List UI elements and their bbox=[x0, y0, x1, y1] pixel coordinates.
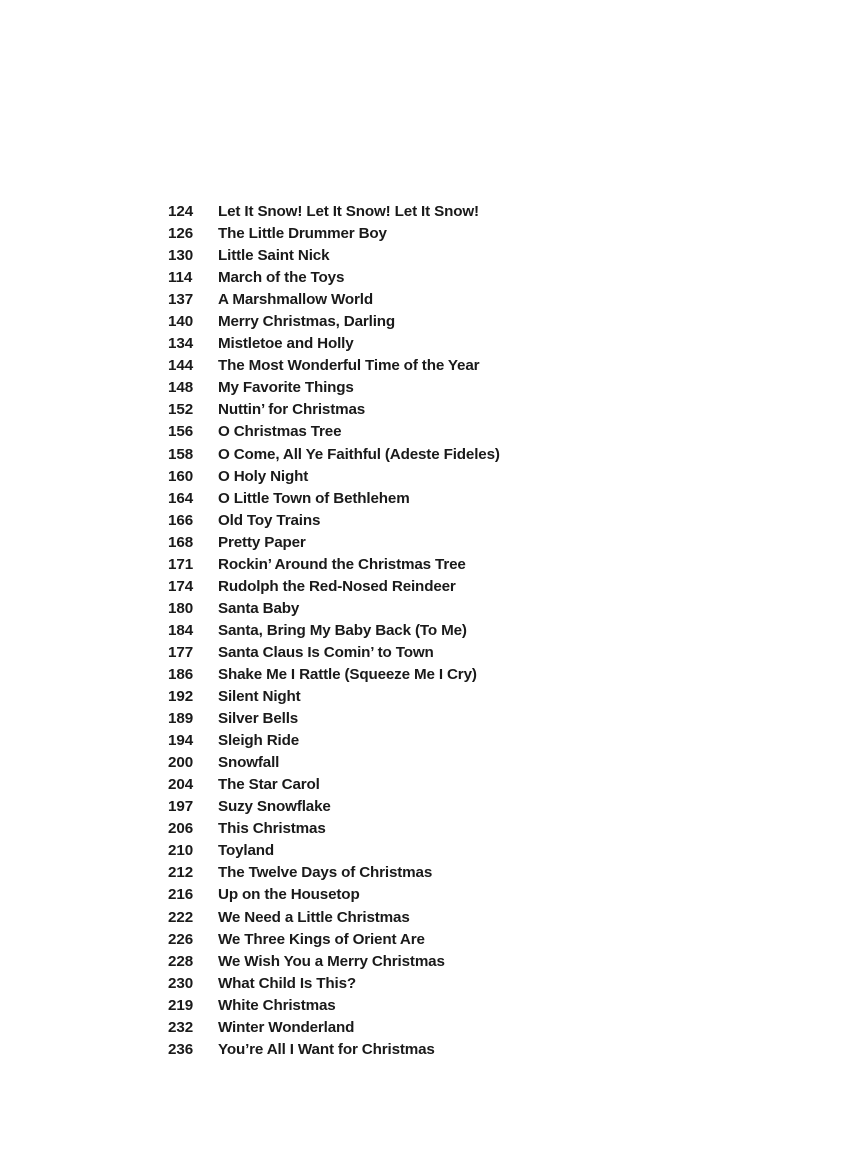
toc-page-number: 184 bbox=[168, 621, 194, 639]
toc-song-title: White Christmas bbox=[218, 996, 336, 1014]
table-of-contents-list bbox=[168, 201, 788, 1061]
toc-entry[interactable] bbox=[168, 995, 788, 1017]
toc-page-number: 140 bbox=[168, 313, 194, 331]
toc-page-number: 158 bbox=[168, 445, 194, 463]
toc-entry[interactable] bbox=[168, 466, 788, 488]
toc-entry[interactable] bbox=[168, 929, 788, 951]
toc-song-title: Merry Christmas, Darling bbox=[218, 313, 396, 331]
toc-page-number: 200 bbox=[168, 754, 194, 772]
toc-song-title: Santa, Bring My Baby Back (To Me) bbox=[218, 621, 467, 639]
toc-page-number: 194 bbox=[168, 732, 194, 750]
toc-page-number: 226 bbox=[168, 930, 194, 948]
toc-page-number: 156 bbox=[168, 423, 194, 441]
toc-song-title: O Come, All Ye Faithful (Adeste Fideles) bbox=[218, 445, 500, 463]
toc-page-number: 166 bbox=[168, 511, 194, 529]
toc-song-title: We Three Kings of Orient Are bbox=[218, 930, 425, 948]
toc-entry[interactable] bbox=[168, 355, 788, 377]
toc-song-title: Pretty Paper bbox=[218, 533, 306, 551]
toc-song-title: Snowfall bbox=[218, 754, 280, 772]
toc-entry[interactable] bbox=[168, 333, 788, 355]
toc-entry[interactable] bbox=[168, 796, 788, 818]
toc-page-number: 212 bbox=[168, 864, 194, 882]
toc-song-title: Sleigh Ride bbox=[218, 732, 300, 750]
toc-song-title: Silver Bells bbox=[218, 710, 299, 728]
toc-entry[interactable] bbox=[168, 201, 788, 223]
toc-page-number: 130 bbox=[168, 247, 194, 265]
toc-page-number: 192 bbox=[168, 688, 194, 706]
toc-song-title: Santa Claus Is Comin’ to Town bbox=[218, 643, 434, 661]
toc-entry[interactable] bbox=[168, 907, 788, 929]
toc-entry[interactable] bbox=[168, 686, 788, 708]
toc-entry[interactable] bbox=[168, 752, 788, 774]
toc-song-title: You’re All I Want for Christmas bbox=[218, 1040, 435, 1058]
toc-page-number: 152 bbox=[168, 401, 194, 419]
toc-song-title: The Most Wonderful Time of the Year bbox=[218, 357, 480, 375]
toc-song-title: O Holy Night bbox=[218, 467, 309, 485]
toc-entry[interactable] bbox=[168, 421, 788, 443]
toc-page-number: 137 bbox=[168, 291, 194, 309]
toc-page-number: 232 bbox=[168, 1018, 194, 1036]
toc-page-number: 134 bbox=[168, 335, 194, 353]
toc-page-number: 236 bbox=[168, 1040, 194, 1058]
toc-page-number: 124 bbox=[168, 203, 194, 220]
toc-song-title: Shake Me I Rattle (Squeeze Me I Cry) bbox=[218, 665, 477, 683]
toc-song-title: Winter Wonderland bbox=[218, 1018, 355, 1036]
toc-entry[interactable] bbox=[168, 488, 788, 510]
toc-song-title: We Need a Little Christmas bbox=[218, 908, 410, 926]
toc-entry[interactable] bbox=[168, 223, 788, 245]
toc-entry[interactable] bbox=[168, 774, 788, 796]
toc-page-number: 186 bbox=[168, 665, 194, 683]
toc-page-number: 164 bbox=[168, 489, 194, 507]
toc-song-title: This Christmas bbox=[218, 820, 326, 838]
toc-song-title: We Wish You a Merry Christmas bbox=[218, 952, 445, 970]
toc-page-number: 114 bbox=[168, 269, 193, 287]
toc-entry[interactable] bbox=[168, 598, 788, 620]
toc-page-number: 216 bbox=[168, 886, 194, 904]
toc-entry[interactable] bbox=[168, 532, 788, 554]
toc-song-title: March of the Toys bbox=[218, 269, 345, 287]
toc-entry[interactable] bbox=[168, 973, 788, 995]
toc-entry[interactable] bbox=[168, 289, 788, 311]
toc-entry[interactable] bbox=[168, 862, 788, 884]
toc-song-title: Little Saint Nick bbox=[218, 247, 330, 265]
toc-page-number: 206 bbox=[168, 820, 194, 838]
toc-entry[interactable] bbox=[168, 620, 788, 642]
toc-page-number: 189 bbox=[168, 710, 194, 728]
toc-song-title: Let It Snow! Let It Snow! Let It Snow! bbox=[218, 203, 479, 220]
toc-song-title: Nuttin’ for Christmas bbox=[218, 401, 366, 419]
toc-page-number: 160 bbox=[168, 467, 194, 485]
toc-song-title: Up on the Housetop bbox=[218, 886, 360, 904]
toc-page-number: 219 bbox=[168, 996, 194, 1014]
toc-entry[interactable] bbox=[168, 245, 788, 267]
toc-song-title: Rudolph the Red-Nosed Reindeer bbox=[218, 577, 456, 595]
toc-entry[interactable] bbox=[168, 884, 788, 906]
toc-entry[interactable] bbox=[168, 377, 788, 399]
toc-entry[interactable] bbox=[168, 444, 788, 466]
toc-page-number: 228 bbox=[168, 952, 194, 970]
toc-song-title: Mistletoe and Holly bbox=[218, 335, 354, 353]
toc-song-title: O Christmas Tree bbox=[218, 423, 342, 441]
toc-page-number: 230 bbox=[168, 974, 194, 992]
toc-page-number: 197 bbox=[168, 798, 194, 816]
toc-song-title: The Star Carol bbox=[218, 776, 320, 794]
toc-song-title: Toyland bbox=[218, 842, 275, 860]
toc-song-title: A Marshmallow World bbox=[218, 291, 373, 309]
toc-song-title: Rockin’ Around the Christmas Tree bbox=[218, 555, 466, 573]
toc-song-title: The Twelve Days of Christmas bbox=[218, 864, 433, 882]
toc-song-title: Suzy Snowflake bbox=[218, 798, 331, 816]
toc-page-number: 144 bbox=[168, 357, 194, 375]
toc-page-number: 222 bbox=[168, 908, 194, 926]
toc-entry[interactable] bbox=[168, 554, 788, 576]
toc-page-number: 171 bbox=[168, 555, 194, 573]
toc-page-number: 204 bbox=[168, 776, 194, 794]
toc-page-number: 126 bbox=[168, 225, 194, 243]
toc-entry[interactable] bbox=[168, 642, 788, 664]
toc-entry[interactable] bbox=[168, 510, 788, 532]
toc-entry[interactable] bbox=[168, 708, 788, 730]
toc-page-number: 180 bbox=[168, 599, 194, 617]
toc-page-number: 174 bbox=[168, 577, 194, 595]
toc-song-title: Silent Night bbox=[218, 688, 301, 706]
toc-page-number: 148 bbox=[168, 379, 194, 397]
toc-entry[interactable] bbox=[168, 576, 788, 598]
toc-song-title: Old Toy Trains bbox=[218, 511, 321, 529]
toc-song-title: What Child Is This? bbox=[218, 974, 357, 992]
toc-song-title: The Little Drummer Boy bbox=[218, 225, 387, 243]
toc-entry[interactable] bbox=[168, 399, 788, 421]
toc-page-number: 177 bbox=[168, 643, 194, 661]
toc-entry[interactable] bbox=[168, 951, 788, 973]
toc-page-number: 168 bbox=[168, 533, 194, 551]
toc-entry[interactable] bbox=[168, 840, 788, 862]
toc-entry[interactable] bbox=[168, 664, 788, 686]
toc-song-title: O Little Town of Bethlehem bbox=[218, 489, 410, 507]
toc-entry[interactable] bbox=[168, 818, 788, 840]
toc-entry[interactable] bbox=[168, 730, 788, 752]
toc-page-number: 210 bbox=[168, 842, 194, 860]
toc-song-title: Santa Baby bbox=[218, 599, 300, 617]
toc-entry[interactable] bbox=[168, 1039, 788, 1061]
toc-entry[interactable] bbox=[168, 1017, 788, 1039]
toc-entry[interactable] bbox=[168, 311, 788, 333]
toc-song-title: My Favorite Things bbox=[218, 379, 354, 397]
toc-entry[interactable] bbox=[168, 267, 788, 289]
